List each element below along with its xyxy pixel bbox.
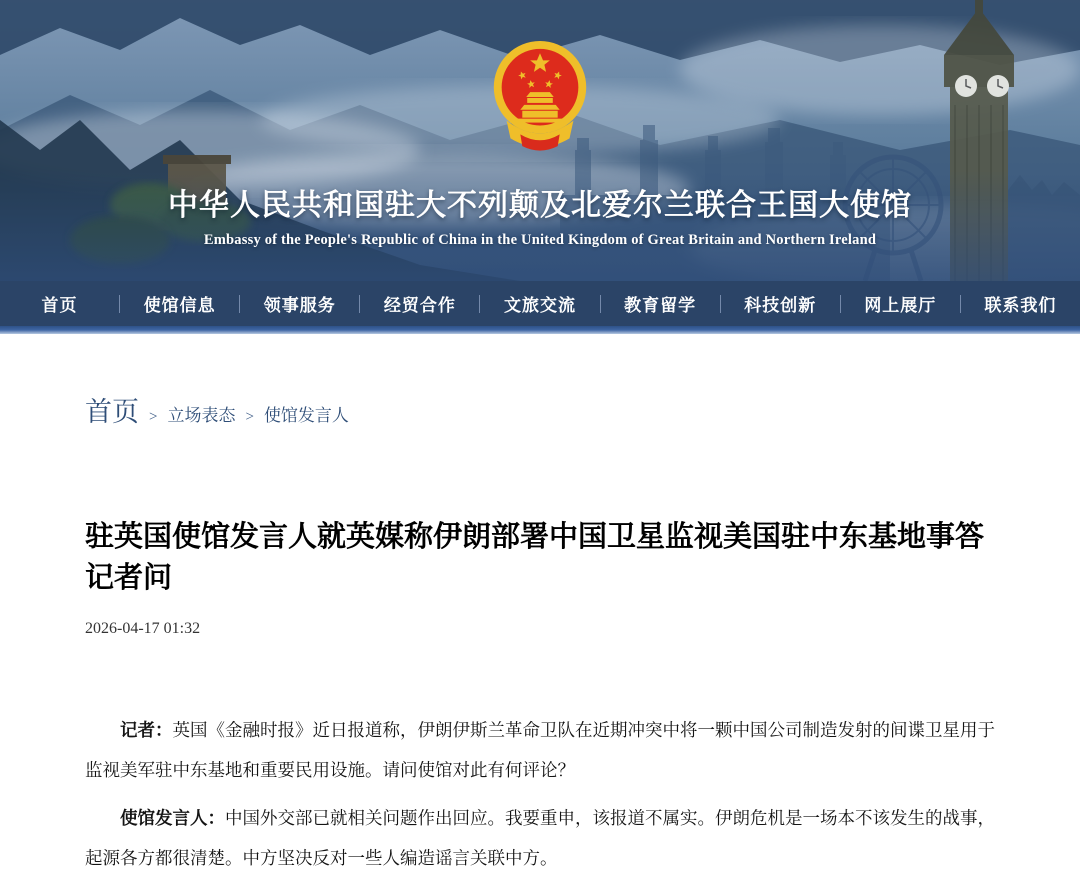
nav-item-online-exhibition[interactable]: 网上展厅 [864,296,937,315]
paragraph-text-reporter: 英国《金融时报》近日报道称，伊朗伊斯兰革命卫队在近期冲突中将一颗中国公司制造发射的间谍卫星用于监视美军驻中东基地和重要民用设施。请问使馆对此有何评论？ [85,720,995,781]
nav-item-contact-us[interactable]: 联系我们 [984,296,1057,315]
breadcrumb-home-link[interactable]: 首页 [85,397,139,427]
site-title-chinese: 中华人民共和国驻大不列颠及北爱尔兰联合王国大使馆 [168,189,912,222]
article-paragraph-reporter [85,710,995,790]
paragraph-lead-reporter: 记者： [120,720,173,741]
banner-titles [0,180,1080,249]
article-title: 驻英国使馆发言人就英媒称伊朗部署中国卫星监视美国驻中东基地事答记者问 [85,521,985,594]
breadcrumb-separator: > [149,409,158,425]
article-body [85,710,995,878]
article-date: 2026-04-17 01:32 [85,620,201,638]
breadcrumb [85,390,995,429]
nav-item-education[interactable]: 教育留学 [624,296,697,315]
nav-item-embassy-info[interactable]: 使馆信息 [143,296,216,315]
page-content [0,390,1080,878]
china-national-emblem-icon [481,24,599,172]
paragraph-lead-spokesperson: 使馆发言人： [120,808,225,829]
nav-item-culture-tourism[interactable]: 文旅交流 [503,296,576,315]
nav-item-consular-services[interactable]: 领事服务 [263,296,336,315]
banner [0,0,1080,281]
nav-item-trade-cooperation[interactable]: 经贸合作 [383,296,456,315]
nav-item-sci-tech-innovation[interactable]: 科技创新 [744,296,817,315]
breadcrumb-position-statements-link[interactable]: 立场表态 [167,406,236,425]
breadcrumb-spokesperson-link[interactable]: 使馆发言人 [263,406,349,425]
nav-item-home[interactable]: 首页 [41,296,78,315]
article-paragraph-spokesperson [85,798,995,878]
paragraph-text-spokesperson: 中国外交部已就相关问题作出回应。我要重申，该报道不属实。伊朗危机是一场本不该发生的战事，起源各方都很清楚。中方坚决反对一些人编造谣言关联中方。 [85,808,995,869]
breadcrumb-separator: > [245,409,254,425]
nav-accent-strip [0,326,1080,334]
site-title-english: Embassy of the People's Republic of China in the United Kingdom of Great Britain and Northern Ireland [203,232,877,248]
main-navigation [0,281,1080,326]
